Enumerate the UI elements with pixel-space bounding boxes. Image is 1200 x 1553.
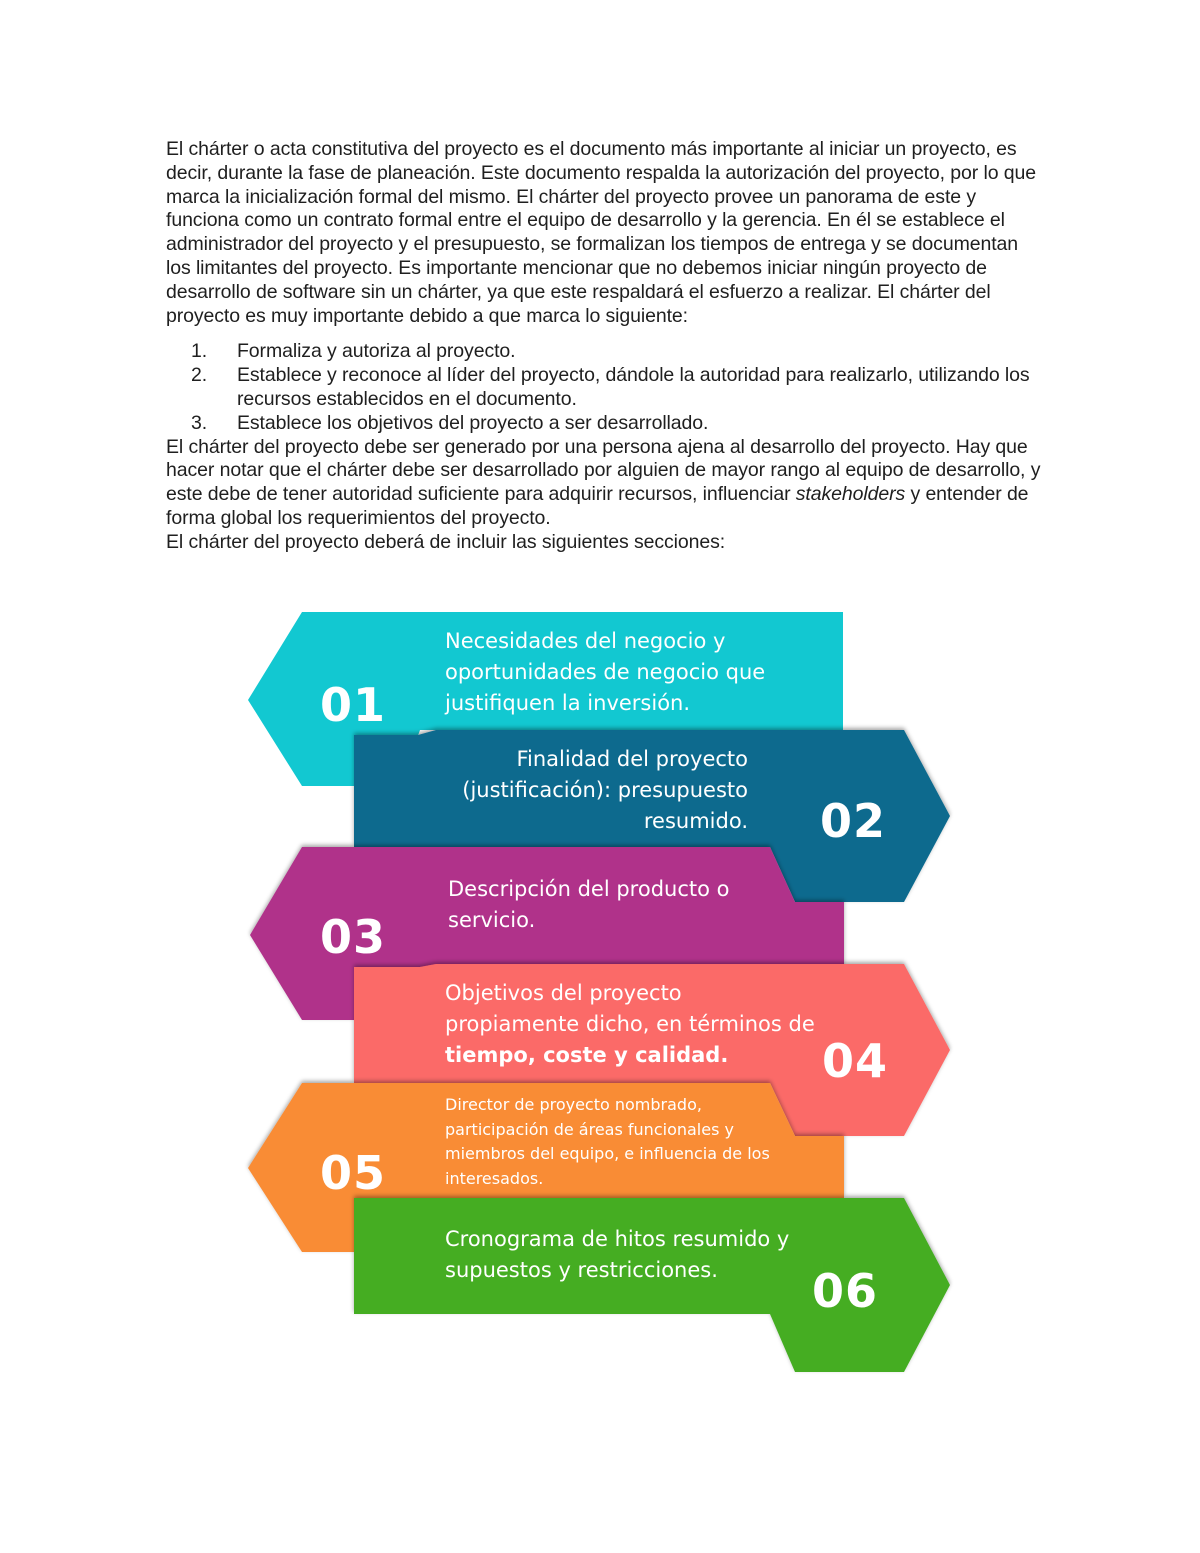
step-03-number: 03 [320, 910, 387, 964]
step-06-line: supuestos y restricciones. [445, 1258, 718, 1282]
step-05-number: 05 [320, 1146, 387, 1200]
step-05-line: interesados. [445, 1168, 544, 1188]
step-02-line: resumido. [643, 809, 748, 833]
step-04-line: propiamente dicho, en términos de [445, 1012, 815, 1036]
step-03-line: servicio. [448, 908, 536, 932]
list-number: 3. [191, 411, 208, 434]
paragraph-3: El chárter del proyecto deberá de incluir las siguientes secciones: [166, 530, 726, 553]
list-item [166, 364, 1046, 412]
step-01-line: justifiquen la inversión. [445, 691, 691, 715]
list-text: Formaliza y autoriza al proyecto. [237, 340, 516, 363]
step-02-line: Finalidad del proyecto [516, 747, 748, 771]
list-text: Establece los objetivos del proyecto a ser desarrollado. [237, 411, 709, 434]
list-item [166, 412, 1046, 436]
step-06-text [445, 1224, 789, 1286]
paragraph-2-emphasis: stakeholders [795, 483, 906, 506]
step-01-text [445, 626, 765, 719]
step-05-line: miembros del equipo, e influencia de los [445, 1144, 770, 1163]
list-number: 1. [191, 340, 208, 363]
list-number: 2. [191, 364, 208, 387]
step-04-line-bold: tiempo, coste y calidad. [445, 1043, 729, 1067]
step-01-line: oportunidades de negocio que [445, 660, 766, 684]
step-03-text [448, 874, 730, 936]
step-01-number: 01 [320, 678, 387, 732]
list-text: Establece y reconoce al líder del proyecto, dándole la autoridad para realizarlo, utilizando los recursos establecidos en el documento. [237, 364, 1030, 410]
charter-sections-infographic [240, 600, 960, 1380]
step-02-line: (justificación): presupuesto [462, 778, 748, 802]
paragraph-2-part-a: El chárter del proyecto debe ser generado por una persona ajena al desarrollo del proyecto. Hay que hacer notar que el chárter debe ser desarrollado por alguien de mayor rango al equipo de desarrollo, y este debe de tener autoridad suficiente para adquirir recursos, influenciar [166, 435, 1041, 506]
step-06-line: Cronograma de hitos resumido y [445, 1227, 790, 1251]
step-02-number: 02 [820, 794, 887, 848]
step-04-number: 04 [822, 1034, 889, 1088]
step-04-line: Objetivos del proyecto [445, 981, 682, 1005]
step-06-number: 06 [812, 1264, 879, 1318]
intro-paragraph: El chárter o acta constitutiva del proyecto es el documento más importante al iniciar un proyecto, es decir, durante la fase de planeación. Este documento respalda la autorización del proyecto, por lo que marca la inicialización formal del mismo. El chárter del proyecto provee un panorama de este y funciona como un contrato formal entre el equipo de desarrollo y la gerencia. En él se establece el administrador del proyecto y el presupuesto, se formalizan los tiempos de entrega y se documentan los limitantes del proyecto. Es importante mencionar que no debemos iniciar ningún proyecto de desarrollo de software sin un chárter, ya que este respaldará el esfuerzo a realizar. El chárter del proyecto es muy importante debido a que marca lo siguiente: [166, 138, 1037, 327]
step-05-text [445, 1093, 770, 1191]
step-04-text [445, 978, 815, 1071]
step-02-text [430, 744, 748, 837]
paragraph-2-part-b: y entender de forma global los requerimientos del proyecto. [166, 483, 1029, 529]
step-01-line: Necesidades del negocio y [445, 629, 726, 653]
step-05-line: Director de proyecto nombrado, [445, 1095, 702, 1114]
list-item [166, 340, 1046, 364]
step-05-line: participación de áreas funcionales y [445, 1119, 734, 1139]
numbered-list [166, 340, 1046, 435]
step-03-line: Descripción del producto o [448, 877, 730, 901]
document-body [166, 138, 1046, 555]
paragraph-2 [166, 436, 1046, 531]
